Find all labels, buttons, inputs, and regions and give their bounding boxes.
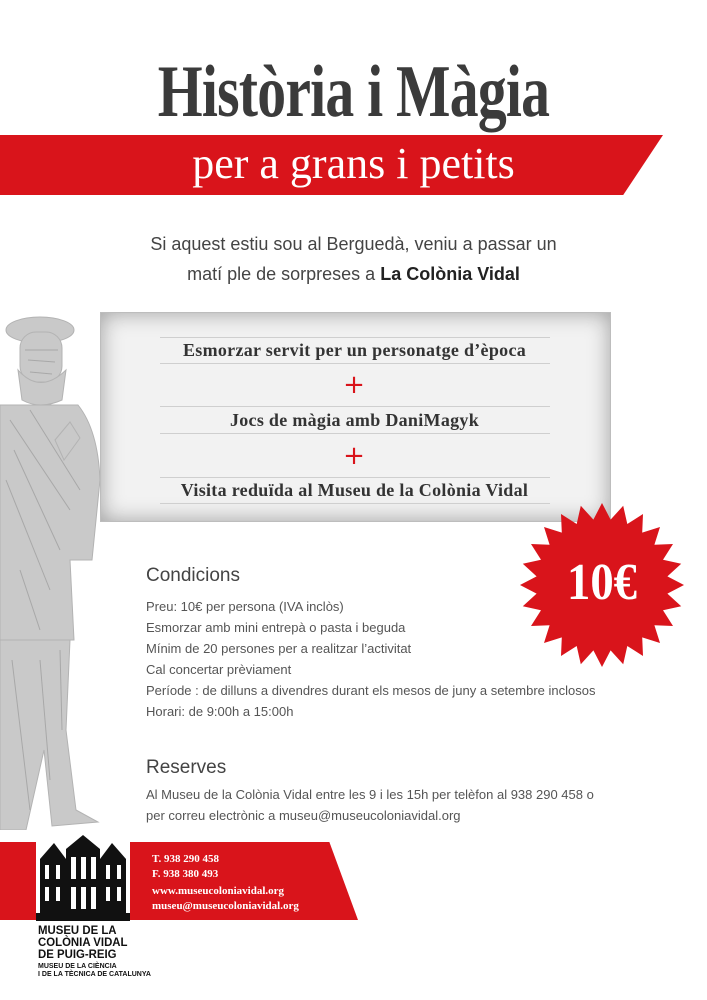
museum-name-line: COLÒNIA VIDAL <box>38 935 128 949</box>
divider <box>160 406 550 407</box>
conditions-heading: Condicions <box>146 565 240 586</box>
condition-item: Horari: de 9:00h a 15:00h <box>146 704 294 719</box>
museum-name-line: MUSEU DE LA <box>38 923 117 937</box>
intro-text <box>60 229 647 289</box>
museum-subtitle-line: I DE LA TÈCNICA DE CATALUNYA <box>38 971 151 978</box>
activity-item: Visita reduïda al Museu de la Colònia Vidal <box>180 480 529 500</box>
condition-item: Cal concertar prèviament <box>146 662 292 677</box>
email-link[interactable]: museu@museucoloniavidal.org <box>152 900 299 912</box>
divider <box>160 337 550 338</box>
museum-name-block <box>38 924 151 979</box>
activity-item: Esmorzar servit per un personatge d’època <box>182 340 527 360</box>
reservations-line-1: Al Museu de la Colònia Vidal entre les 9 i les 15h per telèfon al 938 290 458 o <box>146 787 594 802</box>
website-link[interactable]: www.museucoloniavidal.org <box>152 885 285 897</box>
museum-subtitle-line: MUSEU DE LA CIÈNCIA <box>38 963 117 970</box>
activity-item: Jocs de màgia amb DaniMagyk <box>229 410 480 430</box>
plus-separator: + <box>343 370 365 400</box>
fax: F. 938 380 493 <box>152 868 219 880</box>
condition-item: Preu: 10€ per persona (IVA inclòs) <box>146 599 344 614</box>
price-value: 10€ <box>567 554 637 611</box>
conditions-list <box>146 596 595 722</box>
intro-line-1: Si aquest estiu sou al Berguedà, veniu a passar un <box>150 234 557 254</box>
poster-subtitle: per a grans i petits <box>192 139 515 188</box>
poster-title: Història i Màgia <box>157 51 550 133</box>
intro-line-2 <box>60 259 647 289</box>
plus-separator: + <box>343 441 365 471</box>
divider <box>160 477 550 478</box>
reservations-line-2: per correu electrònic a museu@museucoloniavidal.org <box>146 808 461 823</box>
condition-item: Període : de dilluns a divendres durant els mesos de juny a setembre inclosos <box>146 683 596 698</box>
phone: T. 938 290 458 <box>152 853 220 865</box>
museum-building-logo <box>36 829 130 921</box>
divider <box>160 503 550 504</box>
divider <box>160 363 550 364</box>
intro-highlight: La Colònia Vidal <box>380 264 520 284</box>
museum-name-line: DE PUIG-REIG <box>38 947 117 961</box>
contact-info <box>152 852 299 914</box>
reservations-heading: Reserves <box>146 757 227 778</box>
reservations-text <box>146 784 616 826</box>
intro-line-2-text: matí ple de sorpreses a <box>187 264 381 284</box>
divider <box>160 433 550 434</box>
condition-item: Mínim de 20 persones per a realitzar l’activitat <box>146 641 412 656</box>
condition-item: Esmorzar amb mini entrepà o pasta i beguda <box>146 620 406 635</box>
